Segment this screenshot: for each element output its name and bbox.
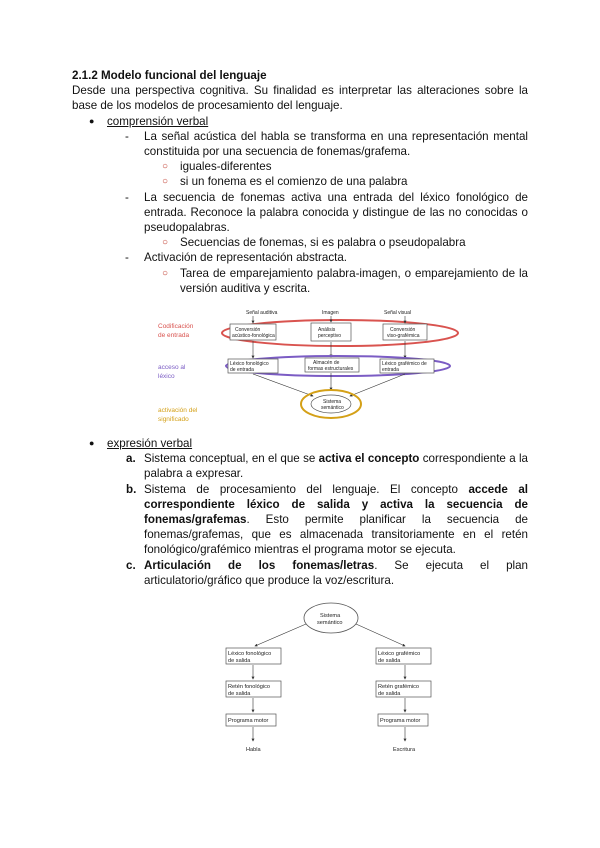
- svg-text:Conversión: Conversión: [235, 327, 261, 334]
- svg-text:semántico: semántico: [317, 620, 343, 627]
- label-acceso-2: léxico: [158, 373, 175, 381]
- output-escritura: Escritura: [393, 747, 416, 754]
- svg-text:semántico: semántico: [321, 405, 344, 412]
- svg-text:Conversión: Conversión: [390, 327, 416, 334]
- dash-icon: -: [125, 129, 129, 143]
- label-activacion-2: significado: [158, 416, 189, 424]
- expresion-title: expresión verbal: [107, 437, 193, 451]
- svg-text:viso-grafémica: viso-grafémica: [387, 333, 420, 340]
- intro-paragraph: Desde una perspectiva cognitiva. Su finalidad es interpretar las alteraciones sobre la base de los modelos de procesamiento del lenguaje.: [72, 84, 528, 113]
- svg-text:Léxico fonológico: Léxico fonológico: [230, 361, 269, 368]
- dash-icon: -: [125, 190, 129, 204]
- comprension-item-2: - La secuencia de fonemas activa una entrada del léxico fonológico de entrada. Reconoce la palabra conocida y distingue de las no conocidas o pseudopalabras.: [125, 190, 528, 235]
- svg-text:de salida: de salida: [378, 691, 401, 698]
- circle-icon: ○: [162, 237, 169, 249]
- label-acceso-1: acceso al: [158, 364, 186, 372]
- list-item-comprension: [72, 114, 528, 129]
- comprension-item-2-sub-1: ○ Secuencias de fonemas, si es palabra o pseudopalabra: [162, 236, 466, 250]
- svg-text:de salida: de salida: [228, 658, 251, 665]
- svg-text:Léxico grafémico: Léxico grafémico: [378, 651, 421, 658]
- section-heading: 2.1.2 Modelo funcional del lenguaje: [72, 69, 267, 82]
- main-list: [72, 114, 528, 129]
- bullet-icon: ●: [89, 438, 95, 449]
- svg-text:Programa motor: Programa motor: [228, 718, 269, 725]
- svg-text:Retén grafémico: Retén grafémico: [378, 684, 420, 691]
- svg-text:Léxico fonológico: Léxico fonológico: [228, 651, 272, 658]
- svg-text:Sistema: Sistema: [320, 613, 341, 620]
- expresion-item-b: b. Sistema de procesamiento del lenguaje. El concepto accede al correspondiente léxico de salida y activa la secuencia de fonemas/grafemas. Esto permite planificar la secuencia de fonemas/grafemas, que es almacenada transitoriamente en el retén fonológico/grafémico mientras el programa motor se ejecuta.: [126, 482, 528, 557]
- bullet-icon: ●: [89, 115, 95, 126]
- comprension-item-1-sub-2: ○ si un fonema es el comienzo de una palabra: [162, 175, 408, 189]
- circle-icon: ○: [162, 267, 169, 279]
- svg-text:Léxico grafémico de: Léxico grafémico de: [382, 361, 427, 368]
- comprension-title: comprensión verbal: [107, 114, 209, 128]
- circle-icon: ○: [162, 176, 169, 188]
- svg-text:Retén fonológico: Retén fonológico: [228, 684, 270, 691]
- svg-text:de salida: de salida: [378, 658, 401, 665]
- output-habla: Habla: [246, 747, 261, 754]
- comprension-item-1: - La señal acústica del habla se transforma en una representación mental constituida por una secuencia de fonemas/grafema.: [125, 129, 528, 159]
- expresion-item-a: a. Sistema conceptual, en el que se activa el concepto correspondiente a la palabra a expresar.: [126, 452, 528, 481]
- svg-text:formas estructurales: formas estructurales: [308, 366, 354, 373]
- top-senal-auditiva: Señal auditiva: [246, 310, 278, 317]
- svg-text:acústico-fonológica: acústico-fonológica: [232, 333, 275, 340]
- top-senal-visual: Señal visual: [384, 310, 411, 317]
- svg-text:perceptivo: perceptivo: [318, 333, 342, 340]
- document-page: [72, 68, 528, 764]
- comprension-item-3: - Activación de representación abstracta.: [125, 251, 348, 265]
- main-list-2: [72, 436, 528, 451]
- comprension-item-1-sub-1: ○ iguales-diferentes: [162, 160, 272, 174]
- list-item-expresion: [72, 436, 528, 451]
- svg-text:de salida: de salida: [228, 691, 251, 698]
- label-activacion-1: activación del: [158, 407, 198, 415]
- expresion-item-c: c. Articulación de los fonemas/letras. Se ejecuta el plan articulatorio/gráfico que produce la voz/escritura.: [126, 558, 528, 587]
- svg-text:Programa motor: Programa motor: [380, 718, 421, 725]
- circle-icon: ○: [162, 161, 169, 173]
- expresion-diagram: [72, 596, 528, 764]
- top-imagen: Imagen: [322, 310, 339, 317]
- svg-text:Sistema: Sistema: [323, 399, 342, 406]
- svg-text:de entrada: de entrada: [230, 367, 254, 374]
- label-codificacion-1: Codificación: [158, 323, 194, 331]
- svg-text:Almacén de: Almacén de: [313, 360, 340, 367]
- comprension-diagram: [72, 306, 528, 430]
- dash-icon: -: [125, 251, 129, 265]
- svg-text:Análisis: Análisis: [318, 327, 336, 334]
- comprension-item-3-sub-1: ○ Tarea de emparejamiento palabra-imagen, o emparejamiento de la versión auditiva y escrita.: [162, 266, 528, 295]
- label-codificacion-2: de entrada: [158, 332, 190, 340]
- svg-text:entrada: entrada: [382, 367, 399, 374]
